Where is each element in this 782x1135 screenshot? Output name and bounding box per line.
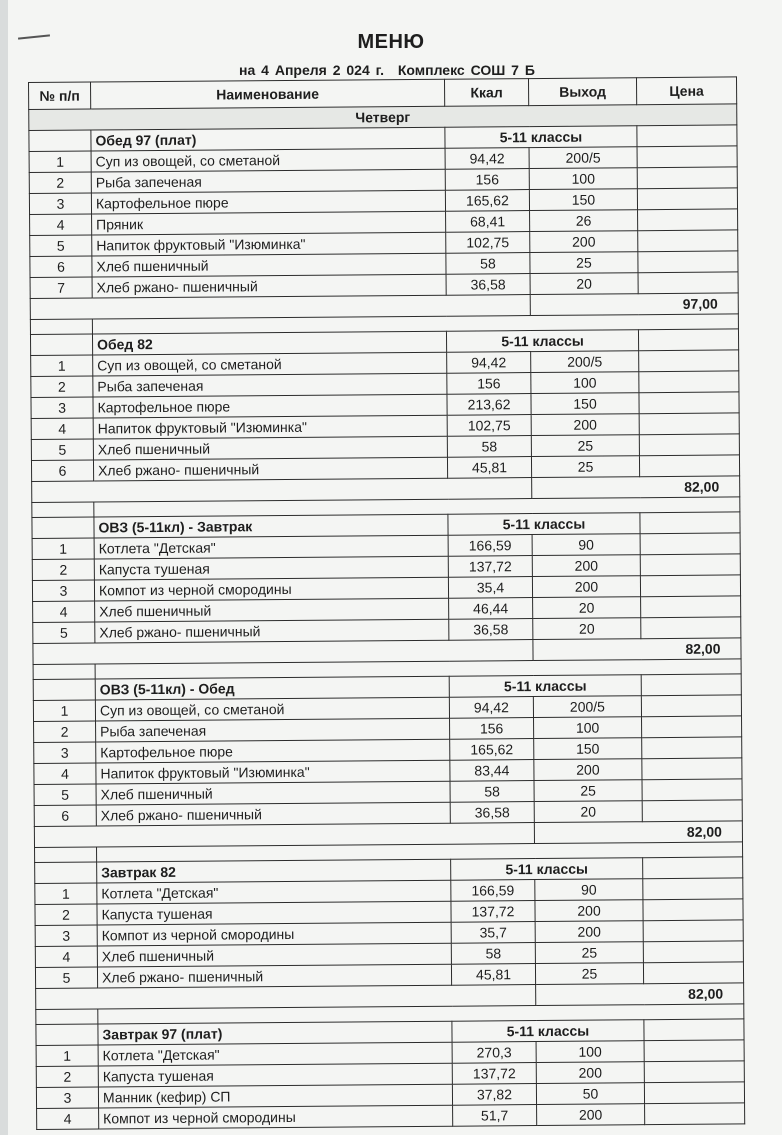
item-name: Хлеб пшеничный [96,781,450,805]
item-price [643,962,743,984]
item-kcal: 165,62 [450,739,534,761]
item-number: 3 [31,397,93,418]
item-output: 100 [529,168,637,190]
group-total: 82,00 [533,638,741,661]
group-title: ОВЗ (5-11кл) - Обед [95,676,449,700]
item-price [637,167,737,189]
item-price [641,596,741,618]
item-price [643,941,743,963]
item-name: Картофельное пюре [96,739,450,763]
item-number: 3 [35,925,97,946]
item-number: 6 [30,256,92,277]
item-number: 6 [34,805,96,826]
header-name: Наименование [91,79,445,109]
item-name: Котлета "Детская" [97,880,451,904]
spacer-cell [35,847,97,862]
item-number: 2 [31,376,93,397]
item-output: 100 [534,717,642,739]
item-kcal: 36,58 [450,802,534,824]
item-price [641,617,741,639]
group-price-cell [640,512,740,534]
item-kcal: 45,81 [447,457,531,479]
item-name: Хлеб пшеничный [97,943,451,967]
item-name: Хлеб ржано- пшеничный [96,802,450,826]
item-name: Напиток фруктовый "Изюминка" [93,415,447,439]
item-price [637,188,737,210]
item-number: 1 [32,538,94,559]
item-price [639,455,739,477]
header-output: Выход [528,78,636,106]
item-name: Компот из черной смородины [97,922,451,946]
item-price [638,272,738,294]
item-price [642,737,742,759]
group-num-cell [35,862,97,883]
group-classes: 5-11 классы [445,126,637,149]
item-number: 2 [32,559,94,580]
menu-date: на 4 Апреля 2 024 г. [239,62,384,78]
item-price [643,878,743,900]
item-number: 6 [31,460,93,481]
item-kcal: 37,82 [452,1084,536,1106]
item-price [639,413,739,435]
spacer-cell [33,664,95,679]
item-kcal: 137,72 [451,901,535,923]
item-name: Напиток фруктовый "Изюминка" [92,232,446,256]
item-name: Хлеб пшеничный [92,253,446,277]
item-name: Компот из черной смородины [99,1105,453,1129]
header-kcal: Ккал [444,79,528,107]
item-kcal: 51,7 [453,1105,537,1127]
item-kcal: 137,72 [448,556,532,578]
item-kcal: 270,3 [452,1042,536,1064]
group-num-cell [30,334,92,355]
item-output: 20 [530,273,638,295]
item-number: 2 [34,721,96,742]
group-title: Завтрак 97 (плат) [98,1021,452,1045]
item-kcal: 213,62 [447,394,531,416]
spacer-cell [32,502,94,517]
item-number: 5 [31,439,93,460]
item-output: 25 [534,780,642,802]
item-price [642,800,742,822]
group-total: 97,00 [530,293,738,316]
item-kcal: 102,75 [446,232,530,254]
item-number: 1 [31,355,93,376]
item-name: Хлеб ржано- пшеничный [92,274,446,298]
item-name: Манник (кефир) СП [98,1084,452,1108]
item-number: 4 [37,1108,99,1129]
item-number: 4 [35,946,97,967]
group-classes: 5-11 классы [446,330,638,353]
item-output: 20 [533,618,641,640]
item-kcal: 94,42 [449,697,533,719]
item-name: Котлета "Детская" [98,1042,452,1066]
group-price-cell [644,1019,744,1041]
item-name: Капуста тушеная [97,901,451,925]
item-number: 4 [30,214,92,235]
item-price [644,1082,744,1104]
item-kcal: 58 [451,943,535,965]
item-output: 200 [532,576,640,598]
item-price [639,350,739,372]
item-output: 200/5 [531,351,639,373]
item-price [639,434,739,456]
day-label: Четверг [29,104,737,131]
item-price [640,554,740,576]
item-price [644,1040,744,1062]
group-title: Завтрак 82 [97,859,451,883]
item-number: 3 [36,1087,98,1108]
group-price-cell [643,857,743,879]
item-number: 1 [29,151,91,172]
item-price [640,575,740,597]
group-num-cell [29,130,91,151]
item-output: 50 [536,1083,644,1105]
item-output: 25 [530,252,638,274]
group-title: Обед 97 (плат) [91,127,445,151]
item-number: 1 [36,1045,98,1066]
item-output: 25 [531,435,639,457]
group-total: 82,00 [534,821,742,844]
group-classes: 5-11 классы [449,675,641,698]
item-name: Хлеб ржано- пшеничный [95,619,449,643]
spacer-cell [30,319,92,334]
item-output: 150 [534,738,642,760]
item-output: 200/5 [529,147,637,169]
item-kcal: 35,7 [451,922,535,944]
spacer-cell [36,1009,98,1024]
item-kcal: 58 [447,436,531,458]
group-price-cell [638,329,738,351]
item-price [642,758,742,780]
item-name: Хлеб ржано- пшеничный [93,457,447,481]
item-price [638,251,738,273]
item-price [643,920,743,942]
group-title: Обед 82 [92,331,446,355]
item-name: Пряник [92,211,446,235]
item-name: Суп из овощей, со сметаной [91,148,445,172]
group-total: 82,00 [532,476,740,499]
item-number: 4 [34,763,96,784]
item-kcal: 35,4 [448,577,532,599]
item-name: Капуста тушеная [94,556,448,580]
item-price [643,899,743,921]
group-price-cell [641,674,741,696]
item-name: Хлеб пшеничный [95,598,449,622]
item-output: 25 [535,942,643,964]
item-output: 25 [535,963,643,985]
item-kcal: 45,81 [451,964,535,986]
item-price [639,392,739,414]
group-num-cell [32,517,94,538]
item-number: 2 [36,1066,98,1087]
item-output: 200 [531,414,639,436]
item-kcal: 83,44 [450,760,534,782]
item-number: 5 [33,622,95,643]
item-output: 200 [530,231,638,253]
item-kcal: 58 [446,253,530,275]
item-name: Капуста тушеная [98,1063,452,1087]
group-classes: 5-11 классы [448,513,640,536]
item-number: 5 [30,235,92,256]
group-price-cell [637,125,737,147]
menu-title: МЕНЮ [357,31,425,53]
item-output: 100 [531,372,639,394]
item-number: 4 [33,601,95,622]
menu-subtitle [0,62,782,78]
item-name: Рыба запеченая [96,718,450,742]
item-number: 2 [35,904,97,925]
item-name: Суп из овощей, со сметаной [93,352,447,376]
item-output: 150 [529,189,637,211]
menu-table [28,76,745,1130]
item-name: Картофельное пюре [91,190,445,214]
item-output: 20 [534,801,642,823]
item-number: 5 [35,967,97,988]
item-output: 90 [532,534,640,556]
item-name: Рыба запеченая [91,169,445,193]
menu-complex: Комплекс СОШ 7 Б [397,62,535,78]
group-num-cell [36,1024,98,1045]
item-price [638,209,738,231]
item-number: 4 [31,418,93,439]
item-output: 26 [530,210,638,232]
item-kcal: 137,72 [452,1063,536,1085]
item-price [637,146,737,168]
item-output: 200 [534,759,642,781]
item-kcal: 36,58 [446,274,530,296]
item-number: 7 [30,277,92,298]
item-kcal: 94,42 [445,148,529,170]
item-output: 90 [535,879,643,901]
item-output: 200 [537,1104,645,1126]
item-price [642,716,742,738]
item-kcal: 156 [450,718,534,740]
item-number: 3 [29,193,91,214]
item-output: 100 [536,1041,644,1063]
item-kcal: 36,58 [449,619,533,641]
group-classes: 5-11 классы [451,858,643,881]
item-kcal: 94,42 [447,352,531,374]
item-price [638,230,738,252]
item-kcal: 58 [450,781,534,803]
item-name: Суп из овощей, со сметаной [95,697,449,721]
item-name: Хлеб ржано- пшеничный [97,964,451,988]
item-kcal: 166,59 [448,535,532,557]
item-kcal: 46,44 [449,598,533,620]
item-price [640,533,740,555]
item-name: Рыба запеченая [93,373,447,397]
item-output: 200 [532,555,640,577]
item-name: Хлеб пшеничный [93,436,447,460]
item-kcal: 156 [447,373,531,395]
group-num-cell [33,679,95,700]
item-price [639,371,739,393]
item-output: 200 [535,921,643,943]
item-output: 200 [535,900,643,922]
item-number: 1 [33,700,95,721]
item-kcal: 166,59 [451,880,535,902]
item-name: Компот из черной смородины [94,577,448,601]
group-title: ОВЗ (5-11кл) - Завтрак [94,514,448,538]
item-number: 5 [34,784,96,805]
item-number: 2 [29,172,91,193]
item-price [641,695,741,717]
item-price [645,1103,745,1125]
item-output: 20 [533,597,641,619]
item-output: 150 [531,393,639,415]
item-name: Котлета "Детская" [94,535,448,559]
item-number: 3 [32,580,94,601]
item-name: Напиток фруктовый "Изюминка" [96,760,450,784]
group-classes: 5-11 классы [452,1020,644,1043]
header-num: № п/п [29,82,91,109]
item-number: 1 [35,883,97,904]
item-number: 3 [34,742,96,763]
item-output: 25 [531,456,639,478]
group-total: 82,00 [536,983,744,1006]
item-kcal: 156 [445,169,529,191]
item-price [644,1061,744,1083]
item-output: 200 [536,1062,644,1084]
item-output: 200/5 [533,696,641,718]
item-price [642,779,742,801]
item-name: Картофельное пюре [93,394,447,418]
item-kcal: 102,75 [447,415,531,437]
item-kcal: 68,41 [446,211,530,233]
header-price: Цена [636,77,736,105]
menu-body [29,104,745,1130]
item-kcal: 165,62 [445,190,529,212]
